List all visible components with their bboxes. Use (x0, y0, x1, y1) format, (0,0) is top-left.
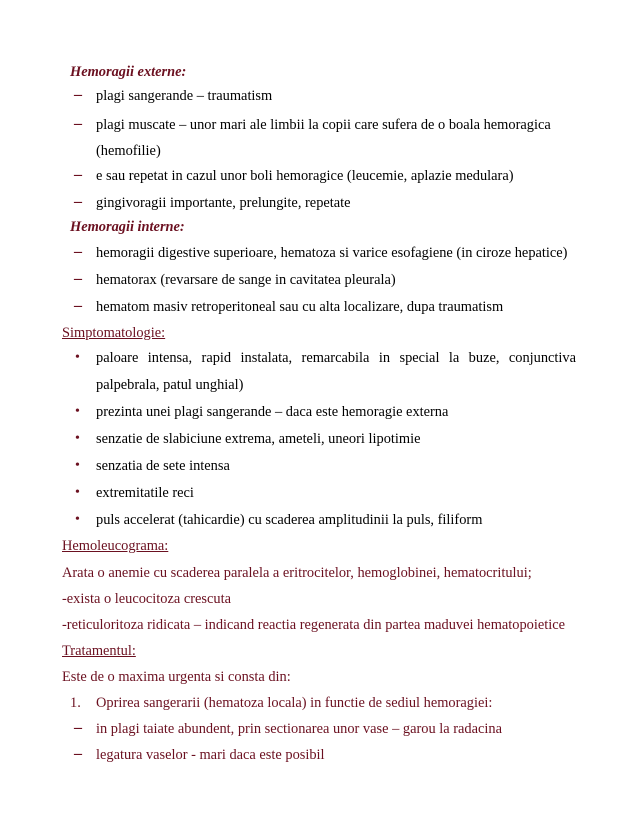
list-item: paloare intensa, rapid instalata, remarcabila in special la buze, conjunctiva (96, 350, 576, 366)
list-item: prezinta unei plagi sangerande – daca este hemoragie externa (96, 404, 449, 420)
list-item: gingivoragii importante, prelungite, repetate (96, 195, 351, 211)
paragraph-line: Arata o anemie cu scaderea paralela a eritrocitelor, hemoglobinei, hematocritului; (62, 565, 532, 581)
bullet-marker: • (75, 485, 80, 500)
list-item: senzatia de sete intensa (96, 458, 230, 474)
numbered-item: Oprirea sangerarii (hematoza locala) in functie de sediul hemoragiei: (96, 695, 493, 711)
list-item: hemoragii digestive superioare, hematoza si varice esofagiene (in ciroze hepatice) (96, 245, 568, 261)
dash-marker: – (74, 86, 82, 103)
paragraph-line: -exista o leucocitoza crescuta (62, 591, 231, 607)
dash-marker: – (74, 166, 82, 183)
dash-marker: – (74, 719, 82, 736)
list-item: plagi muscate – unor mari ale limbii la copii care sufera de o boala hemoragica (96, 117, 551, 133)
section-title-internal: Hemoragii interne: (70, 219, 185, 235)
list-item: extremitatile reci (96, 485, 194, 501)
paragraph-line: Este de o maxima urgenta si consta din: (62, 669, 291, 685)
list-item: legatura vaselor - mari daca este posibil (96, 747, 325, 763)
dash-marker: – (74, 243, 82, 260)
list-item: in plagi taiate abundent, prin sectionarea unor vase – garou la radacina (96, 721, 502, 737)
list-item-continuation: (hemofilie) (96, 143, 161, 159)
list-item: e sau repetat in cazul unor boli hemoragice (leucemie, aplazie medulara) (96, 168, 514, 184)
bullet-marker: • (75, 458, 80, 473)
dash-marker: – (74, 745, 82, 762)
bullet-marker: • (75, 350, 80, 365)
dash-marker: – (74, 115, 82, 132)
dash-marker: – (74, 297, 82, 314)
list-item: senzatie de slabiciune extrema, ameteli, uneori lipotimie (96, 431, 421, 447)
section-title-treatment: Tratamentul: (62, 643, 136, 659)
list-item-continuation: palpebrala, patul unghial) (96, 377, 244, 393)
bullet-marker: • (75, 512, 80, 527)
list-item: puls accelerat (tahicardie) cu scaderea amplitudinii la puls, filiform (96, 512, 483, 528)
numbered-marker: 1. (70, 695, 81, 711)
paragraph-line: -reticuloritoza ridicata – indicand reactia regenerata din partea maduvei hematopoietice (62, 617, 566, 633)
section-title-external: Hemoragii externe: (70, 64, 187, 80)
bullet-marker: • (75, 431, 80, 446)
section-title-symptoms: Simptomatologie: (62, 325, 166, 341)
section-title-hemoleucograma: Hemoleucograma: (62, 538, 169, 554)
dash-marker: – (74, 270, 82, 287)
list-item: hematom masiv retroperitoneal sau cu alta localizare, dupa traumatism (96, 299, 504, 315)
bullet-marker: • (75, 404, 80, 419)
dash-marker: – (74, 193, 82, 210)
list-item: hematorax (revarsare de sange in cavitatea pleurala) (96, 272, 396, 288)
list-item: plagi sangerande – traumatism (96, 88, 273, 104)
